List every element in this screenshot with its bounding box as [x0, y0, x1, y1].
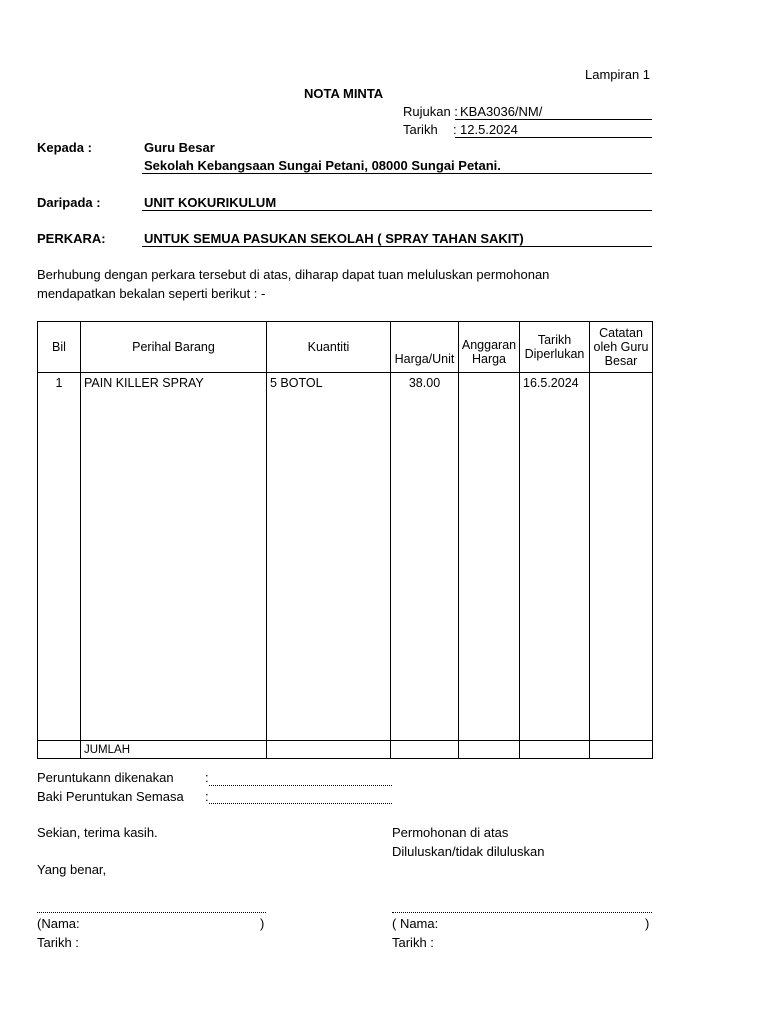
cell-kuantiti: 5 BOTOL	[267, 373, 391, 741]
left-tarikh-label: Tarikh :	[37, 935, 79, 950]
header-anggaran-line2: Harga	[471, 352, 507, 366]
cell-harga-unit: 38.00	[391, 373, 459, 741]
header-tarikh-line1: Tarikh	[537, 333, 572, 347]
header-catatan	[590, 322, 653, 373]
header-anggaran	[459, 322, 520, 373]
tarikh-value: 12.5.2024	[460, 122, 518, 137]
baki-colon: :	[205, 789, 209, 804]
right-signature-line	[392, 912, 652, 913]
left-signature-line	[37, 912, 266, 913]
total-cell-catatan	[590, 741, 653, 759]
total-cell-bil	[38, 741, 81, 759]
tarikh-label: Tarikh	[403, 122, 438, 137]
yang-benar-text: Yang benar,	[37, 862, 107, 877]
rujukan-value: KBA3036/NM/	[460, 104, 543, 119]
baki-label: Baki Peruntukan Semasa	[37, 789, 184, 804]
cell-anggaran	[459, 373, 520, 741]
table-total-row	[38, 741, 653, 759]
total-label: JUMLAH	[81, 741, 267, 759]
intro-line2: mendapatkan bekalan seperti berikut : -	[37, 286, 266, 301]
perkara-value: UNTUK SEMUA PASUKAN SEKOLAH ( SPRAY TAHAN SAKIT)	[144, 231, 524, 246]
table-header-row	[38, 322, 653, 373]
peruntukan-colon: :	[205, 770, 209, 785]
rujukan-underline	[455, 119, 652, 120]
items-table	[37, 321, 653, 759]
header-perihal: Perihal Barang	[81, 322, 267, 373]
header-anggaran-line1: Anggaran	[461, 338, 517, 352]
tarikh-underline	[455, 137, 652, 138]
header-harga-unit: Harga/Unit	[391, 322, 459, 373]
perkara-underline	[142, 246, 652, 247]
header-kuantiti: Kuantiti	[267, 322, 391, 373]
cell-perihal: PAIN KILLER SPRAY	[81, 373, 267, 741]
baki-dotted-line	[209, 803, 392, 804]
daripada-underline	[142, 210, 652, 211]
kepada-label: Kepada :	[37, 140, 92, 155]
peruntukan-dotted-line	[209, 785, 392, 786]
tarikh-colon: :	[453, 122, 457, 137]
header-tarikh-line2: Diperlukan	[524, 347, 585, 361]
right-nama-close: )	[645, 916, 650, 931]
kepada-underline	[142, 173, 652, 174]
header-catatan-line1: Catatan	[599, 326, 643, 340]
kepada-line2: Sekolah Kebangsaan Sungai Petani, 08000 Sungai Petani.	[144, 158, 501, 173]
header-tarikh	[520, 322, 590, 373]
right-nama-label: ( Nama:	[392, 916, 439, 931]
left-nama-close: )	[260, 916, 265, 931]
daripada-value: UNIT KOKURIKULUM	[144, 195, 277, 210]
cell-catatan	[590, 373, 653, 741]
table-row	[38, 373, 653, 741]
header-catatan-line2: oleh Guru	[593, 340, 649, 354]
rujukan-label: Rujukan :	[403, 104, 458, 119]
total-cell-anggaran	[459, 741, 520, 759]
permohonan-text: Permohonan di atas	[392, 825, 509, 840]
header-catatan-line3: Besar	[604, 354, 638, 368]
document-title: NOTA MINTA	[304, 86, 384, 101]
total-cell-tarikh	[520, 741, 590, 759]
header-bil: Bil	[38, 322, 81, 373]
intro-line1: Berhubung dengan perkara tersebut di atas, diharap dapat tuan meluluskan permohonan	[37, 267, 550, 282]
total-cell-kuantiti	[267, 741, 391, 759]
daripada-label: Daripada :	[37, 195, 101, 210]
lampiran-label: Lampiran 1	[585, 67, 651, 82]
diluluskan-text: Diluluskan/tidak diluluskan	[392, 844, 545, 859]
sekian-text: Sekian, terima kasih.	[37, 825, 158, 840]
kepada-line1: Guru Besar	[144, 140, 215, 155]
perkara-label: PERKARA:	[37, 231, 106, 246]
cell-tarikh: 16.5.2024	[520, 373, 590, 741]
right-tarikh-label: Tarikh :	[392, 935, 434, 950]
cell-bil: 1	[38, 373, 81, 741]
peruntukan-label: Peruntukann dikenakan	[37, 770, 174, 785]
total-cell-harga	[391, 741, 459, 759]
left-nama-label: (Nama:	[37, 916, 80, 931]
